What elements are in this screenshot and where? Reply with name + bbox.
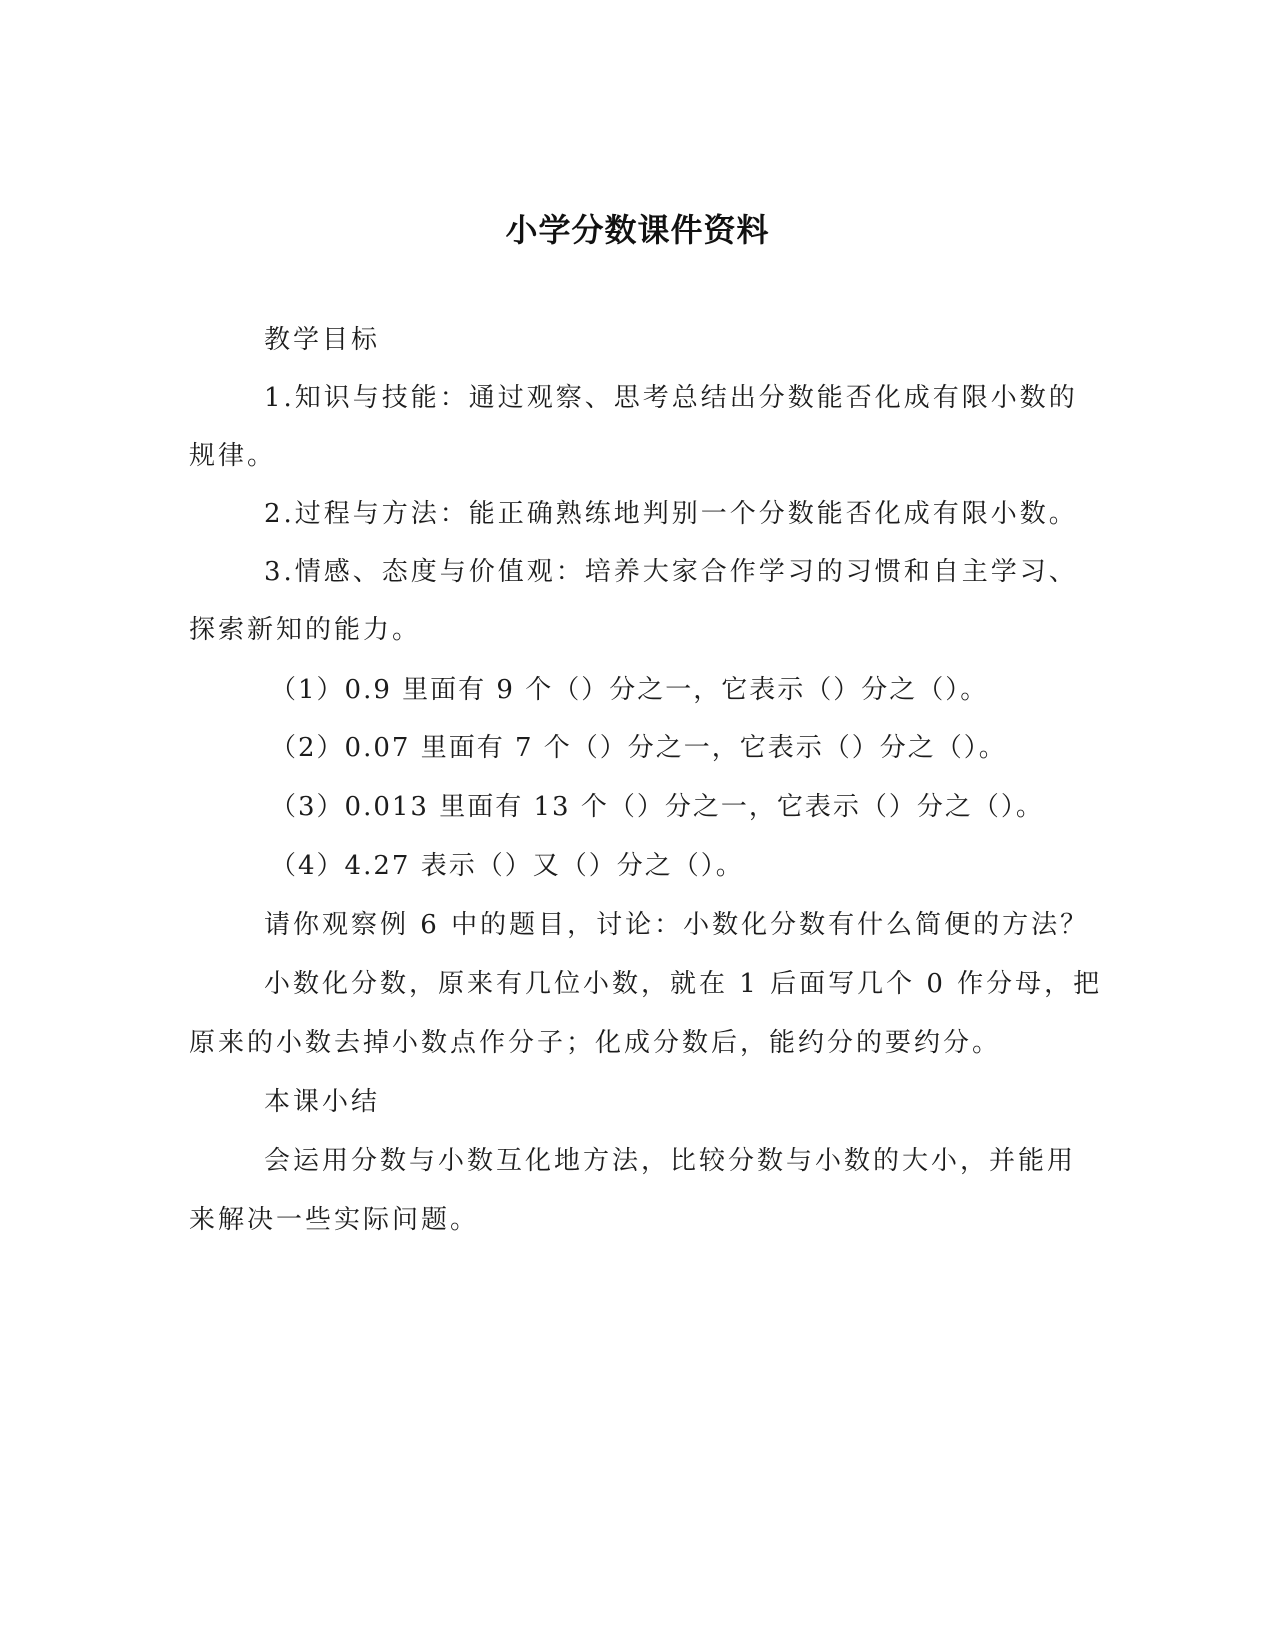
method-line-2: 原来的小数去掉小数点作分子；化成分数后，能约分的要约分。 [189,1028,1002,1058]
page-title: 小学分数课件资料 [505,211,770,249]
exercise-4: （4）4.27 表示（）又（）分之（）。 [270,851,744,881]
exercise-1: （1）0.9 里面有 9 个（）分之一，它表示（）分之（）。 [270,675,989,705]
heading-teaching-goals: 教学目标 [264,325,381,355]
goal-2: 2.过程与方法：能正确熟练地判别一个分数能否化成有限小数。 [264,499,1078,529]
discussion-question: 请你观察例 6 中的题目，讨论：小数化分数有什么简便的方法？ [264,910,1090,940]
goal-1-line-1: 1.知识与技能：通过观察、思考总结出分数能否化成有限小数的 [264,383,1078,413]
exercise-3: （3）0.013 里面有 13 个（）分之一，它表示（）分之（）。 [270,792,1044,822]
exercise-2: （2）0.07 里面有 7 个（）分之一，它表示（）分之（）。 [270,733,1007,763]
method-line-1: 小数化分数，原来有几位小数，就在 1 后面写几个 0 作分母，把 [264,969,1103,999]
goal-3-line-2: 探索新知的能力。 [189,615,422,645]
summary-line-1: 会运用分数与小数互化地方法，比较分数与小数的大小，并能用 [264,1146,1077,1176]
goal-1-line-2: 规律。 [189,441,277,471]
heading-lesson-summary: 本课小结 [264,1087,381,1117]
goal-3-line-1: 3.情感、态度与价值观：培养大家合作学习的习惯和自主学习、 [264,557,1078,587]
summary-line-2: 来解决一些实际问题。 [189,1205,480,1235]
